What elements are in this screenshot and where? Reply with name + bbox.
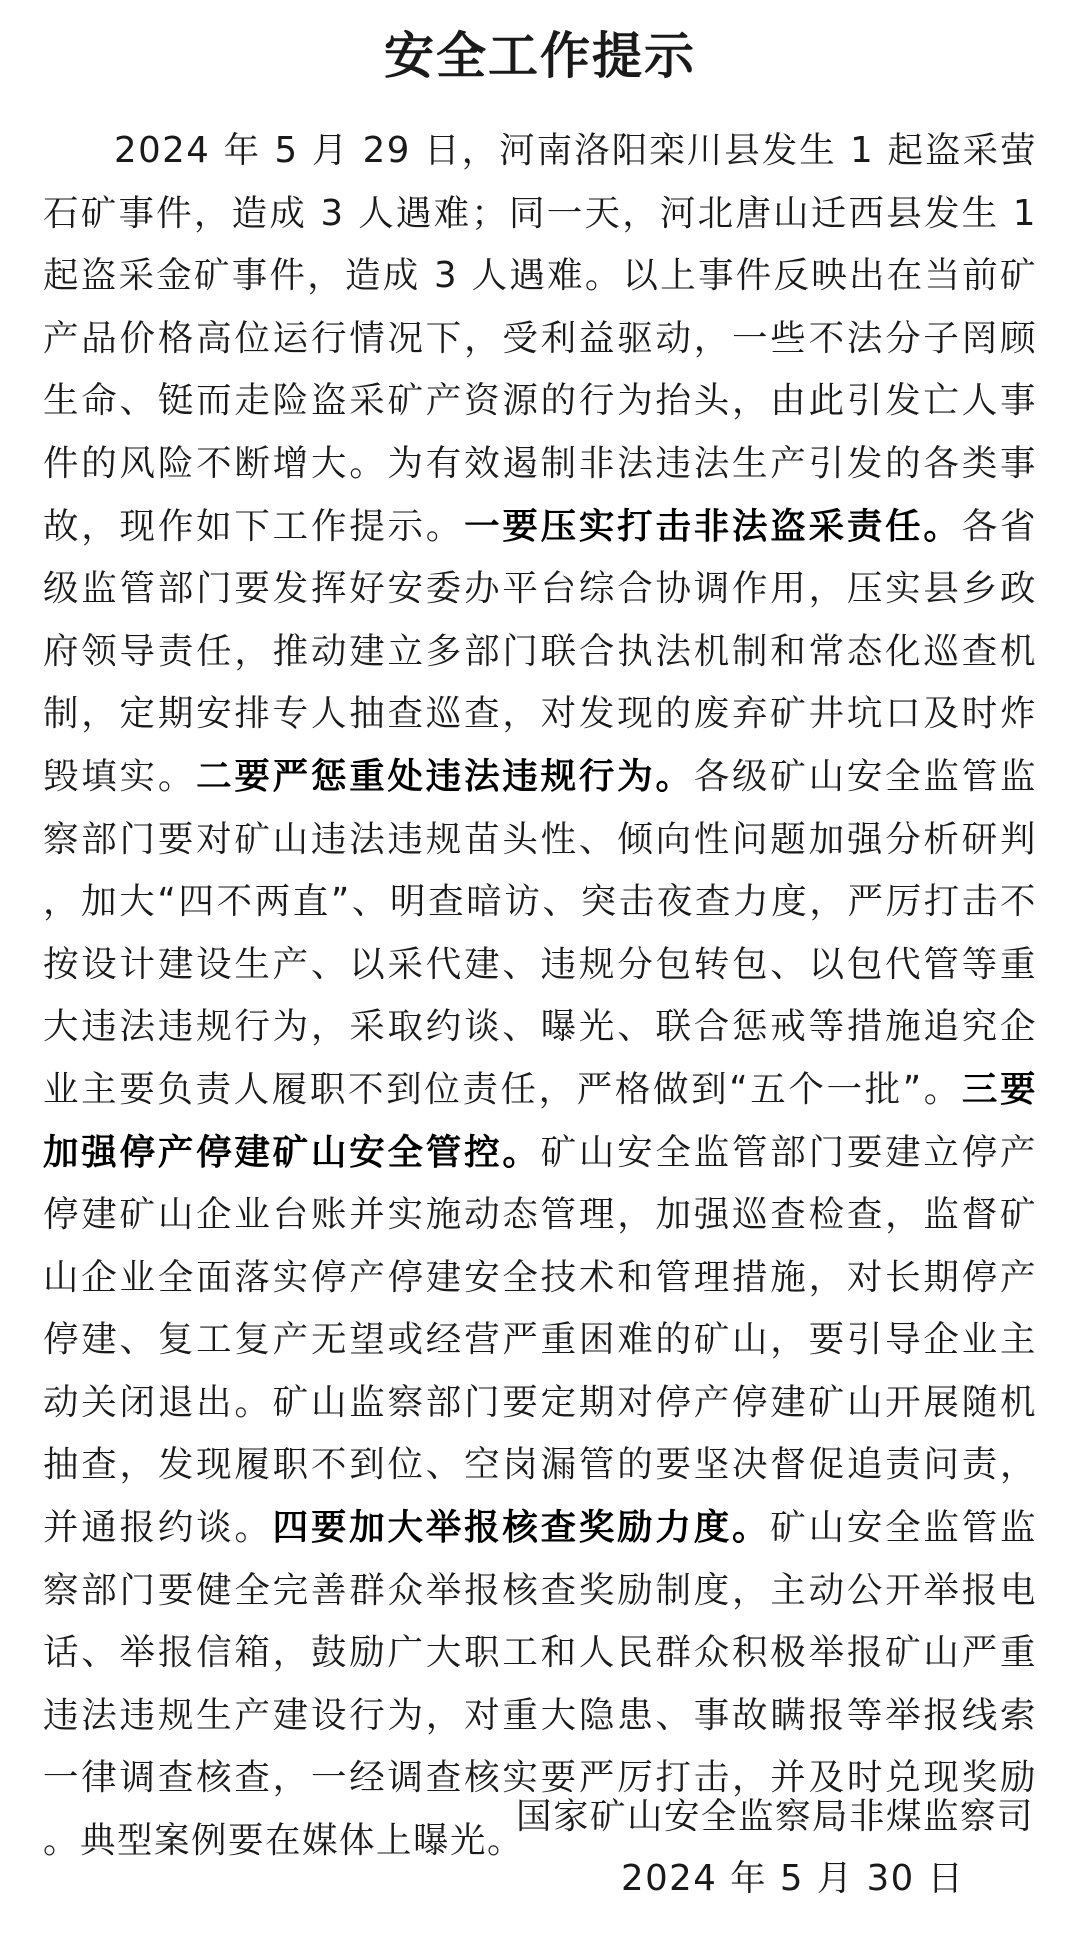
point-4-text: 矿山安全监管监察部门要健全完善群众举报核查奖励制度，主动公开举报电话、举报信箱，鼓励广大职工和人民群众积极举报矿山严重违法违规生产建设行为，对重大隐患、事故瞒报等举报线索一律调查核查，一经调查核实要严厉打击，并及时兑现奖励。典型案例要在媒体上曝光。 — [43, 1507, 1037, 1862]
point-4-heading: 四要加大举报核查奖励力度。 — [272, 1507, 771, 1549]
document-body — [43, 120, 1037, 1873]
point-3-heading: 三要加强停产停建矿山安全管控。 — [43, 1068, 1037, 1173]
point-2-heading: 二要严惩重处违法违规行为。 — [196, 755, 694, 797]
point-3-text: 矿山安全监管部门要建立停产停建矿山企业台账并实施动态管理，加强巡查检查，监督矿山企业全面落实停产停建安全技术和管理措施，对长期停产停建、复工复产无望或经营严重困难的矿山，要引导企业主动关闭退出。矿山监察部门要定期对停产停建矿山开展随机抽查，发现履职不到位、空岗漏管的要坚决督促追责问责，并通报约谈。 — [43, 1131, 1037, 1549]
point-1-text: 各省级监管部门要发挥好安委办平台综合协调作用，压实县乡政府领导责任，推动建立多部门联合执法机制和常态化巡查机制，定期安排专人抽查巡查，对发现的废弃矿井坑口及时炸毁填实。 — [43, 505, 1037, 797]
body-paragraph-intro: 2024 年 5 月 29 日，河南洛阳栾川县发生 1 起盗采萤石矿事件，造成 3 人遇难；同一天，河北唐山迁西县发生 1 起盗采金矿事件，造成 3 人遇难。以上事件反映出在当前矿产品价格高位运行情况下，受利益驱动，一些不法分子罔顾生命、铤而走险盗采矿产资源的行为抬头，由此引发亡人事件的风险不断增大。为有效遏制非法违法生产引发的各类事故，现作如下工作提示。 — [43, 130, 1037, 547]
signature-organization: 国家矿山安全监察局非煤监察司 — [516, 1796, 1035, 1837]
signature-date: 2024 年 5 月 30 日 — [621, 1858, 965, 1899]
document-title: 安全工作提示 — [384, 26, 696, 85]
point-1-heading: 一要压实打击非法盗采责任。 — [464, 505, 962, 547]
point-2-text: 各级矿山安全监管监察部门要对矿山违法违规苗头性、倾向性问题加强分析研判，加大“四不两直”、明查暗访、突击夜查力度，严厉打击不按设计建设生产、以采代建、违规分包转包、以包代管等重大违法违规行为，采取约谈、曝光、联合惩戒等措施追究企业主要负责人履职不到位责任，严格做到“五个一批”。 — [43, 755, 1037, 1110]
